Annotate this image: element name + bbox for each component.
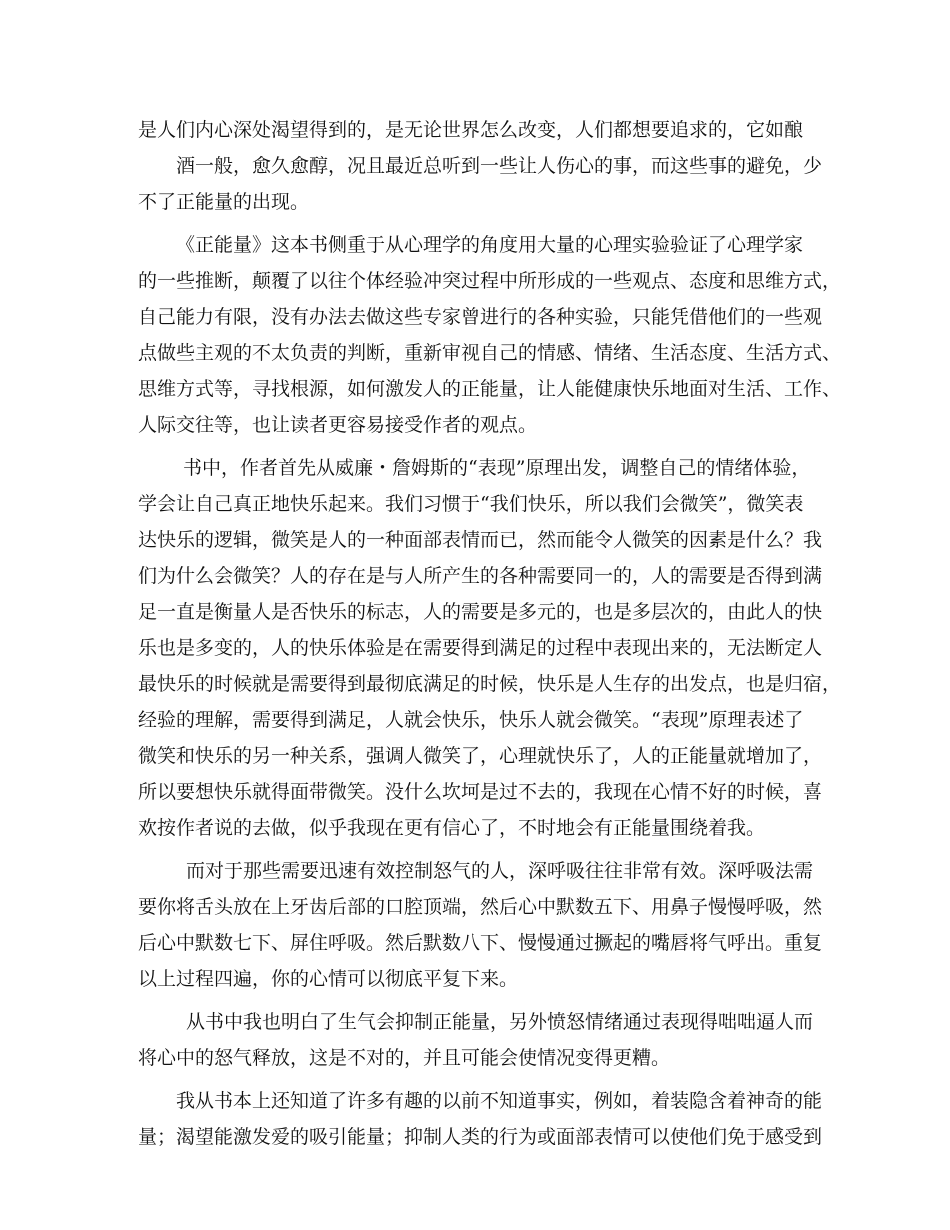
text-line: 最快乐的时候就是需要得到最彻底满足的时候，快乐是人生存的出发点，也是归宿， [138,673,842,695]
text-line: 微笑和快乐的另一种关系，强调人微笑了，心理就快乐了，人的正能量就增加了， [138,745,823,767]
text-line: 将心中的怒气释放，这是不对的，并且可能会使情况变得更糟。 [138,1047,671,1069]
text-line: 我从书本上还知道了许多有趣的以前不知道事实，例如，着装隐含着神奇的能 [176,1090,823,1112]
text-line: 书中，作者首先从威廉・詹姆斯的“表现”原理出发，调整自己的情绪体验， [183,457,811,479]
text-line: 思维方式等，寻找根源，如何激发人的正能量，让人能健康快乐地面对生活、工作、 [138,378,842,400]
text-line: 经验的理解，需要得到满足，人就会快乐，快乐人就会微笑。“表现”原理表述了 [138,709,804,731]
text-line: 酒一般，愈久愈醇，况且最近总听到一些让人伤心的事，而这些事的避免，少 [176,155,823,177]
text-line: 足一直是衡量人是否快乐的标志，人的需要是多元的，也是多层次的，由此人的快 [138,601,823,623]
text-line: 以上过程四遍，你的心情可以彻底平复下来。 [138,968,519,990]
text-line: 们为什么会微笑？人的存在是与人所产生的各种需要同一的，人的需要是否得到满 [138,565,823,587]
text-line: 量；渴望能激发爱的吸引能量；抑制人类的行为或面部表情可以使他们免于感受到 [138,1126,823,1148]
text-line: 而对于那些需要迅速有效控制怒气的人，深呼吸往往非常有效。深呼吸法需 [186,860,814,882]
text-line: 乐也是多变的，人的快乐体验是在需要得到满足的过程中表现出来的，无法断定人 [138,637,823,659]
text-line: 所以要想快乐就得面带微笑。没什么坎坷是过不去的，我现在心情不好的时候，喜 [138,781,823,803]
text-line: 《正能量》这本书侧重于从心理学的角度用大量的心理实验验证了心理学家 [176,234,804,256]
text-line: 欢按作者说的去做，似乎我现在更有信心了，不时地会有正能量围绕着我。 [138,817,766,839]
text-line: 后心中默数七下、屏住呼吸。然后默数八下、慢慢通过撅起的嘴唇将气呼出。重复 [138,932,823,954]
text-line: 从书中我也明白了生气会抑制正能量，另外愤怒情绪通过表现得咄咄逼人而 [186,1011,814,1033]
text-line: 的一些推断，颠覆了以往个体经验冲突过程中所形成的一些观点、态度和思维方式， [138,270,842,292]
text-line: 人际交往等，也让读者更容易接受作者的观点。 [138,414,538,436]
text-line: 要你将舌头放在上牙齿后部的口腔顶端，然后心中默数五下、用鼻子慢慢呼吸，然 [138,896,823,918]
text-line: 自己能力有限，没有办法去做这些专家曾进行的各种实验，只能凭借他们的一些观 [138,306,823,328]
text-line: 不了正能量的出现。 [138,191,310,213]
text-line: 学会让自己真正地快乐起来。我们习惯于“我们快乐，所以我们会微笑”，微笑表 [138,493,804,515]
text-line: 达快乐的逻辑，微笑是人的一种面部表情而已，然而能令人微笑的因素是什么？我 [138,529,823,551]
text-line: 点做些主观的不太负责的判断，重新审视自己的情感、情绪、生活态度、生活方式、 [138,342,842,364]
text-line: 是人们内心深处渴望得到的，是无论世界怎么改变，人们都想要追求的，它如酿 [138,119,804,141]
